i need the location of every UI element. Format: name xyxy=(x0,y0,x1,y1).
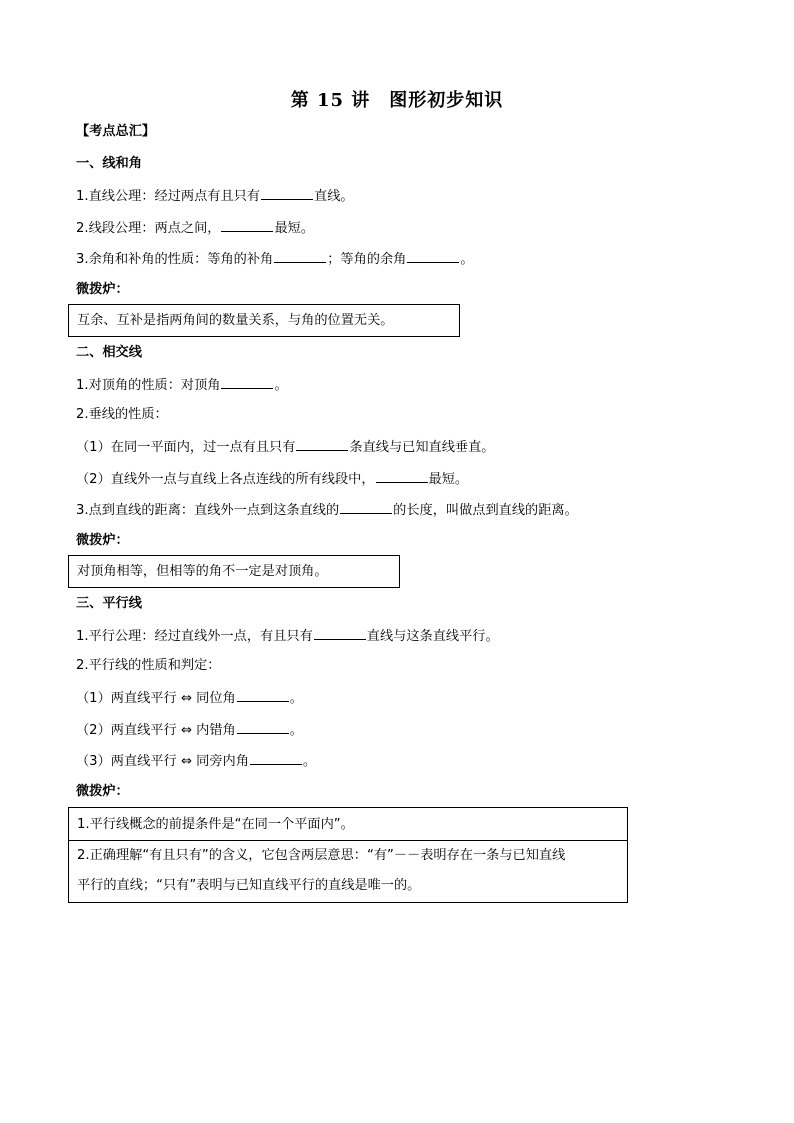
section-heading-intersecting-lines: 二、相交线 xyxy=(76,345,142,360)
text: 1.对顶角的性质：对顶角 xyxy=(76,378,221,393)
tip-text: 互余、互补是指两角间的数量关系，与角的位置无关。 xyxy=(77,313,394,328)
tip-text-2a: 2.正确理解“有且只有”的含义，它包含两层意思：“有”－－表明存在一条与已知直线 xyxy=(77,848,566,863)
text: 。 xyxy=(460,252,474,267)
fill-blank xyxy=(376,469,428,483)
fill-blank xyxy=(407,249,459,263)
text: 。 xyxy=(302,754,317,769)
text: （2）两直线平行 ⇔ 内错角 xyxy=(76,723,236,738)
tip-label: 微拨炉： xyxy=(76,784,129,799)
text: 直线与这条直线平行。 xyxy=(366,629,499,644)
fill-blank xyxy=(237,720,289,734)
text: 2.线段公理：两点之间， xyxy=(76,221,221,236)
text: 最短。 xyxy=(274,221,315,236)
tip-label: 微拨炉： xyxy=(76,282,129,297)
summary-heading: 【考点总汇】 xyxy=(76,124,156,139)
fill-blank xyxy=(274,249,326,263)
complement-supplement-property xyxy=(76,249,474,269)
fill-blank xyxy=(250,751,302,765)
segment-axiom xyxy=(76,218,314,238)
text: （2）直线外一点与直线上各点连线的所有线段中， xyxy=(76,472,375,487)
text: 条直线与已知直线垂直。 xyxy=(349,440,495,455)
tip-box xyxy=(68,304,460,337)
text: 。 xyxy=(289,691,303,706)
text: 。 xyxy=(289,723,303,738)
tip-text: 对顶角相等，但相等的角不一定是对顶角。 xyxy=(77,564,328,579)
perpendicular-item-1 xyxy=(76,437,494,457)
fill-blank xyxy=(221,218,273,232)
tip-text-2b: 平行的直线；“只有”表明与已知直线平行的直线是唯一的。 xyxy=(77,878,421,893)
parallel-item-1 xyxy=(76,688,303,708)
line-axiom xyxy=(76,186,354,206)
perpendicular-property: 2.垂线的性质： xyxy=(76,407,168,422)
perpendicular-item-2 xyxy=(76,469,468,489)
text: （3）两直线平行 ⇔ 同旁内角 xyxy=(76,754,249,769)
text: ；等角的余角 xyxy=(327,252,407,267)
text: （1）两直线平行 ⇔ 同位角 xyxy=(76,691,236,706)
vertical-angle-property xyxy=(76,375,288,395)
fill-blank xyxy=(221,375,273,389)
tip-label: 微拨炉： xyxy=(76,533,129,548)
section-heading-lines-angles: 一、线和角 xyxy=(76,156,142,171)
text: 。 xyxy=(274,378,288,393)
text: （1）在同一平面内，过一点有且只有 xyxy=(76,440,296,455)
text: 1.直线公理：经过两点有且只有 xyxy=(76,189,261,204)
text: 最短。 xyxy=(428,472,469,487)
point-line-distance xyxy=(76,500,578,520)
fill-blank xyxy=(340,500,392,514)
text: 直线。 xyxy=(314,189,354,204)
page-title: 第 15 讲 图形初步知识 xyxy=(290,90,504,111)
parallel-item-2 xyxy=(76,720,303,740)
text: 3.点到直线的距离：直线外一点到这条直线的 xyxy=(76,503,340,518)
text: 3.余角和补角的性质：等角的补角 xyxy=(76,252,274,267)
tip-text-1: 1.平行线概念的前提条件是“在同一个平面内”。 xyxy=(77,817,354,832)
parallel-axiom xyxy=(76,626,499,646)
fill-blank xyxy=(314,626,366,640)
tip-divider xyxy=(69,840,627,841)
parallel-properties: 2.平行线的性质和判定： xyxy=(76,658,221,673)
fill-blank xyxy=(296,437,348,451)
tip-box xyxy=(68,807,628,903)
tip-box xyxy=(68,555,400,588)
parallel-item-3 xyxy=(76,751,316,771)
fill-blank xyxy=(237,688,289,702)
text: 的长度，叫做点到直线的距离。 xyxy=(393,503,578,518)
fill-blank xyxy=(261,186,313,200)
section-heading-parallel-lines: 三、平行线 xyxy=(76,596,142,611)
text: 1.平行公理：经过直线外一点，有且只有 xyxy=(76,629,313,644)
